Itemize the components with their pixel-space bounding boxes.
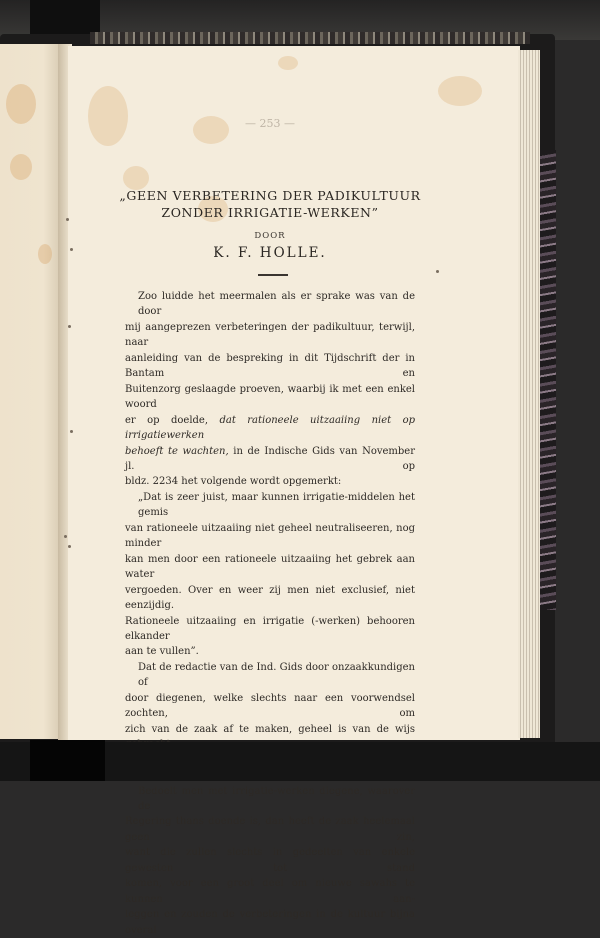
- article-title: [100, 187, 440, 221]
- text-line: komen, voor een groot deel om nieuwe sawahs te kunnen aan-: [125, 878, 415, 905]
- text-line: vergoeden. Over en weer zij men niet exclusief, niet eenzijdig.: [125, 584, 415, 612]
- marbled-edge: [90, 32, 530, 44]
- text-line: Bedoelt men met irrigatie-werken diegene, waarover de: [138, 785, 415, 812]
- marbled-spine: [540, 150, 556, 610]
- text-span: er op doelde,: [125, 414, 209, 426]
- article-body: [125, 289, 415, 938]
- left-page: [0, 44, 62, 739]
- title-divider: [258, 274, 288, 276]
- binding-hole: [70, 248, 73, 251]
- text-line: Zoo luidde het meermalen als er sprake was van de door: [138, 291, 415, 318]
- text-line: aanleiding van de bespreking in dit Tijdschrift der in Bantam en: [125, 352, 415, 380]
- stain: [88, 86, 128, 146]
- text-line: want die zullen slechts in gedeelten van enkele gewesten tot stand: [125, 847, 415, 874]
- binding-hole: [64, 535, 67, 538]
- stain: [278, 56, 298, 70]
- author-name: K. F. HOLLE.: [213, 245, 327, 261]
- italic-span: dat rationeele uitzaaiing niet op irrigatiewerken: [125, 414, 415, 442]
- text-line: Dat de redactie van de Ind. Gids door onzaakkundigen of: [138, 661, 415, 689]
- text-line: „Dat is zeer juist, maar kunnen irrigatie-middelen het gemis: [138, 491, 415, 519]
- byline-label: DOOR: [254, 231, 286, 241]
- text-line: Buitenzorg geslaagde proeven, waarbij ik met een enkel woord: [125, 383, 415, 411]
- print-mark: [436, 270, 439, 273]
- italic-span: behoeft te wachten,: [125, 445, 229, 457]
- title-line-1: „GEEN VERBETERING DER PADIKULTUUR: [119, 188, 421, 203]
- text-line: Rationeele uitzaaiing en irrigatie (-werken) behooren elkander: [125, 615, 415, 642]
- binding-hole: [68, 325, 71, 328]
- text-line: [125, 444, 415, 475]
- text-line: zich van de zaak af te maken, geheel is van de wijs: [125, 723, 415, 735]
- text-line: Regering thans doende is, dan heeft de zaak heelemaal geen zin,: [125, 816, 415, 843]
- title-line-2: ZONDER IRRIGATIE-WERKEN”: [161, 205, 379, 220]
- text-span: in de Indische Gids van November jl. op: [125, 445, 415, 472]
- background-block: [30, 740, 105, 781]
- stain: [438, 76, 482, 106]
- text-line: kan men door een rationeele uitzaaiing het gebrek aan water: [125, 553, 415, 581]
- stain: [193, 116, 229, 144]
- text-line: mij aangeprezen verbeteringen der padikultuur, terwijl, naar: [125, 321, 415, 349]
- text-line: aan te vullen”.: [125, 646, 199, 658]
- stain: [6, 84, 36, 124]
- page-number: — 253 —: [245, 117, 295, 130]
- stain: [38, 244, 52, 264]
- stain: [10, 154, 32, 180]
- page-edges: [518, 50, 540, 738]
- text-line: van rationeele uitzaaiing niet geheel neutraliseeren, nog minder: [125, 522, 415, 550]
- text-line: door diegenen, welke slechts naar een voorwendsel zochten, om: [125, 692, 415, 720]
- text-line: bldz. 2234 het volgende wordt opgemerkt:: [125, 476, 342, 488]
- binding-hole: [70, 430, 73, 433]
- text-line: leggen en zouden de verbeteringen in de kultuur bijna overal: [125, 909, 415, 936]
- text-line: [125, 413, 415, 444]
- binding-hole: [66, 218, 69, 221]
- binding-hole: [68, 545, 71, 548]
